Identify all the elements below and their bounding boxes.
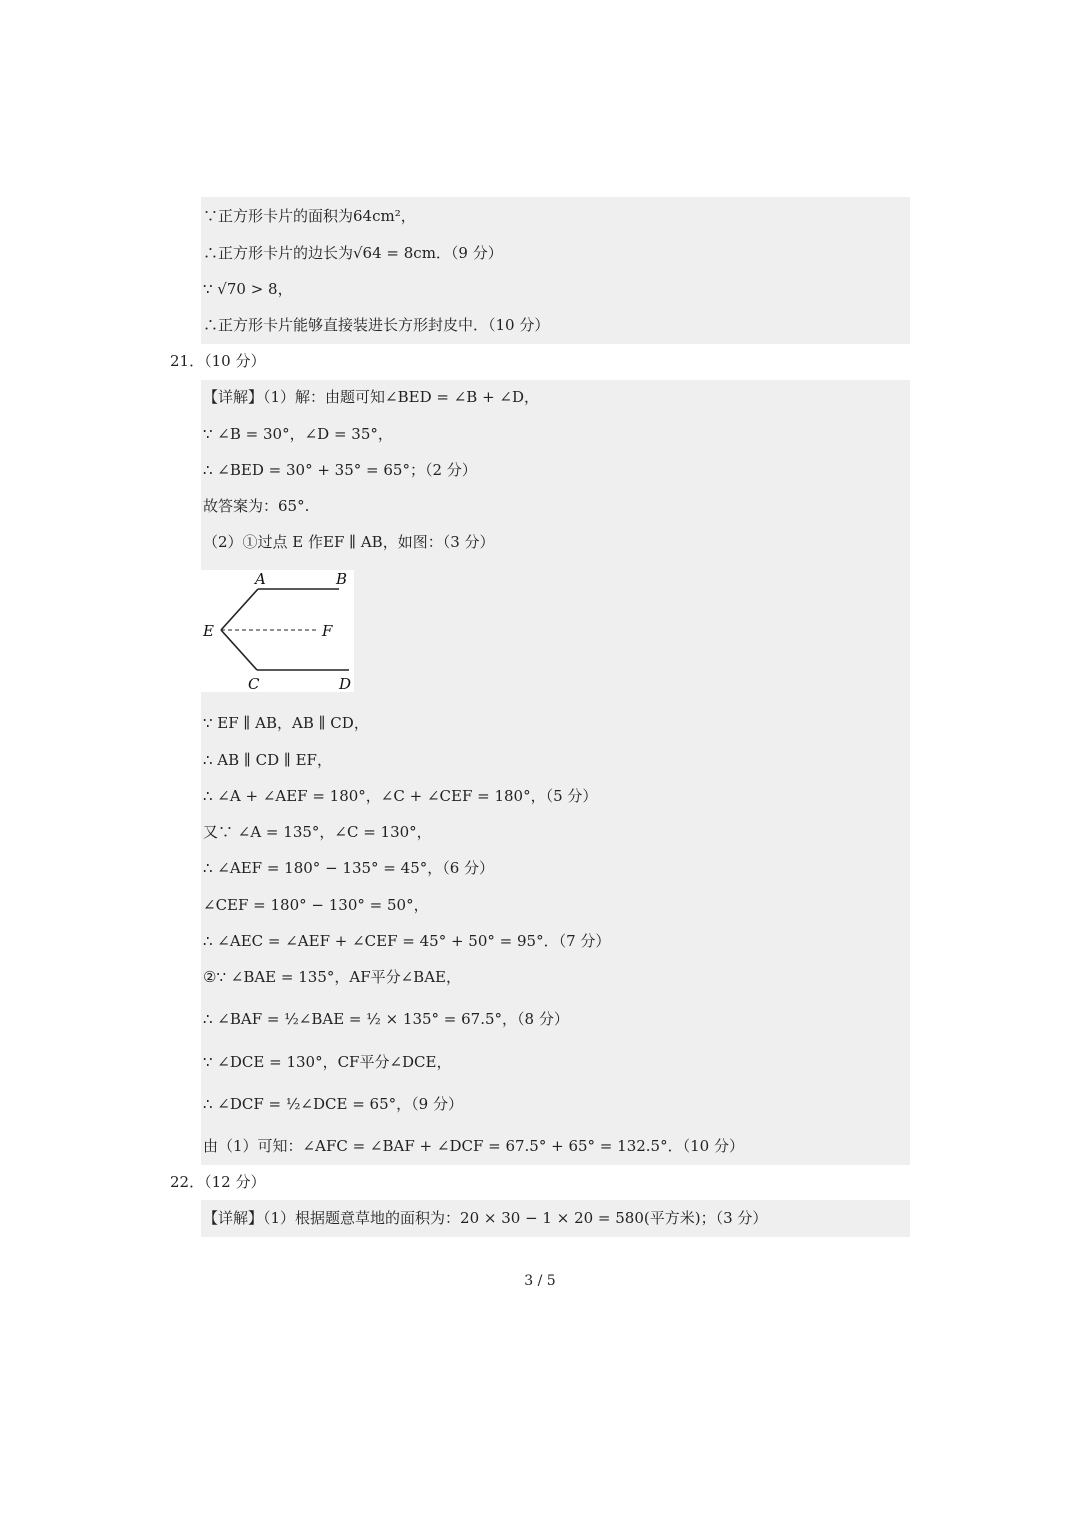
text-line: ∴ ∠A + ∠AEF = 180°，∠C + ∠CEF = 180°，（5 分） <box>203 787 598 805</box>
text-line: ∴正方形卡片的边长为√64 = 8cm．（9 分） <box>203 244 503 262</box>
text-line: ∴ ∠DCF = ½∠DCE = 65°，（9 分） <box>203 1095 463 1113</box>
text-line: 故答案为：65°. <box>203 497 310 515</box>
text-line: ∠CEF = 180° − 130° = 50°， <box>203 896 429 914</box>
text-line: ∵ ∠B = 30°，∠D = 35°， <box>203 425 393 443</box>
page-number: 3 / 5 <box>524 1273 556 1289</box>
text-line: 又∵ ∠A = 135°，∠C = 130°， <box>203 823 432 841</box>
segment-AE <box>221 589 258 630</box>
text-line: ∴ ∠BED = 30° + 35° = 65°；（2 分） <box>203 461 477 479</box>
segment-EC <box>221 630 257 670</box>
text-line: ∵ √70 > 8， <box>203 280 293 298</box>
text-line: 【详解】（1）根据题意草地的面积为：20 × 30 − 1 × 20 = 580(平方米)；（3 分） <box>203 1209 768 1227</box>
text-line: ∵ ∠DCE = 130°，CF平分∠DCE， <box>203 1053 452 1071</box>
text-line: 【详解】（1）解：由题可知∠BED = ∠B + ∠D， <box>203 388 540 406</box>
text-line: ∵ EF ∥ AB，AB ∥ CD， <box>203 714 369 732</box>
label-E: E <box>203 622 214 640</box>
text-line: ②∵ ∠BAE = 135°，AF平分∠BAE， <box>203 968 461 986</box>
text-line: 由（1）可知：∠AFC = ∠BAF + ∠DCF = 67.5° + 65° = 132.5°．（10 分） <box>203 1137 744 1155</box>
parallel-lines-figure <box>201 570 354 692</box>
text-line: ∴ ∠BAF = ½∠BAE = ½ × 135° = 67.5°，（8 分） <box>203 1010 569 1028</box>
label-F: F <box>322 622 333 640</box>
label-B: B <box>336 570 348 588</box>
label-D: D <box>339 675 352 692</box>
question-22-header: 22．（12 分） <box>170 1173 266 1191</box>
text-line: ∵正方形卡片的面积为64cm²， <box>203 207 416 225</box>
text-line: ∴ ∠AEC = ∠AEF + ∠CEF = 45° + 50° = 95°．（7 分） <box>203 932 611 950</box>
text-line: ∴正方形卡片能够直接装进长方形封皮中．（10 分） <box>203 316 550 334</box>
label-C: C <box>248 675 260 692</box>
label-A: A <box>255 570 266 588</box>
question-21-header: 21．（10 分） <box>170 352 266 370</box>
text-line: （2）①过点 E 作EF ∥ AB，如图：（3 分） <box>203 533 495 551</box>
text-line: ∴ AB ∥ CD ∥ EF， <box>203 751 332 769</box>
text-line: ∴ ∠AEF = 180° − 135° = 45°，（6 分） <box>203 859 495 877</box>
